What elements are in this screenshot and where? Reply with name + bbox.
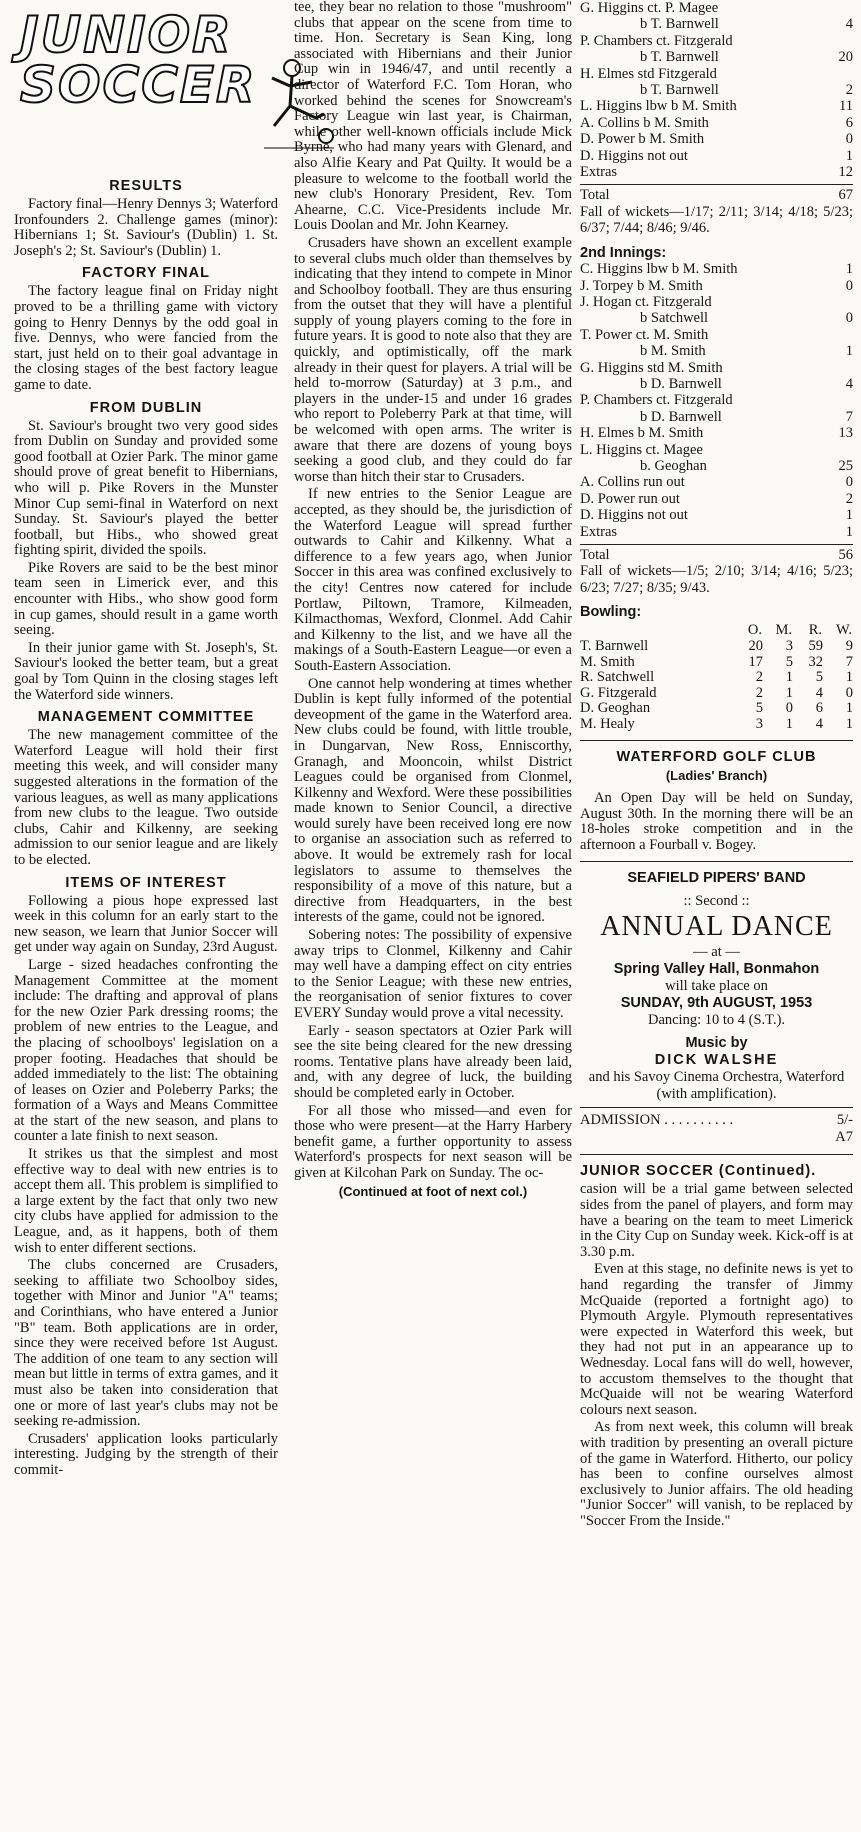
batsman-entry: D. Power b M. Smith bbox=[580, 131, 705, 148]
results-heading: RESULTS bbox=[109, 178, 183, 194]
batsman-row bbox=[580, 458, 853, 474]
batsman-row bbox=[580, 392, 853, 408]
dance-date: SUNDAY, 9th AUGUST, 1953 bbox=[620, 995, 813, 1012]
bowler-figure: 1 bbox=[785, 669, 793, 686]
batsman-entry: D. Higgins not out bbox=[580, 507, 688, 524]
batsman-row bbox=[580, 33, 853, 49]
continued-para-2: Even at this stage, no definite news is yet to hand regarding the transfer of Jimmy McQuaide (reported a fortnight ago) to Plymouth Argyle. Plymouth representatives were expected in Waterford this week, but they had not put in an appearance up to Wednesday. Local fans will do well, however, to accustom themselves to the thought that McQuaide will not be wearing Waterford colours next season. bbox=[580, 1261, 853, 1418]
divider bbox=[580, 184, 853, 185]
bowler-row bbox=[580, 686, 853, 702]
batsman-row bbox=[580, 376, 853, 392]
batsman-runs: 12 bbox=[838, 164, 853, 181]
col2-para-4: One cannot help wondering at times whether Dublin is kept fully informed of the potential deveopment of the game in the Waterford area. New clubs could be found, with little trouble, in Dungarvan, New Ross, Enniscorthy, Granagh, and Mooncoin, whilst District Leagues could be organised from Clonmel, Kilkenny and Wexford. Were these possibilities made known to Senior Council, a directive would surely have been received long ere now to organise an association such as referred to above. It would be extremely rash for local legislators to assume to themselves the responsibility of a move of this nature, but a directive from Headquarters, in the best interests of the game, could not be ignored. bbox=[294, 675, 572, 926]
col2-para-2: Crusaders have shown an excellent example to several clubs much older than themselves by indicating that they intend to compete in Minor and Schoolboy football. They are thus ensuring from the outset that they will have a plentiful supply of young players coming to the fore in future years. It is good to note also that they are quickly, and optimistically, off the mark already in their quest for players. A trial will be held to-morrow (Saturday) at 3 p.m., and players in the under-15 and under 16 grades who report to Poleberry Park at that time, will be welcomed with open arms. The writer is aware that there are dozens of young boys seeking a good club, and they could do far worse than hitch their star to Crusaders. bbox=[294, 234, 572, 485]
batsman-row bbox=[580, 0, 853, 16]
divider bbox=[580, 740, 853, 741]
bowler-figure: 0 bbox=[845, 684, 853, 701]
batsman-row bbox=[580, 310, 853, 326]
batsman-row bbox=[580, 278, 853, 294]
bowler-row bbox=[580, 701, 853, 717]
bowler-figure: 2 bbox=[755, 669, 763, 686]
batsman-row bbox=[580, 261, 853, 277]
batsman-entry: b D. Barnwell bbox=[640, 375, 722, 392]
from-dublin-para-3: In their junior game with St. Joseph's, St. Saviour's looked the better team, but a great goal by Tom Quinn in the closing stages left the Waterford side winners. bbox=[14, 639, 278, 703]
bowler-figure: 4 bbox=[815, 715, 823, 732]
batsman-entry: D. Higgins not out bbox=[580, 147, 688, 164]
bowling-heading: Bowling: bbox=[580, 604, 642, 621]
batsman-row bbox=[580, 327, 853, 343]
bowling-column-header: R. bbox=[808, 621, 822, 638]
batsman-row bbox=[580, 49, 853, 65]
continued-para-3: As from next week, this column will break with tradition by presenting an overall picture of the game in Waterford. Hitherto, our policy has been to confine ourselves almost exclusively to Junior affairs. The old heading "Junior Soccer" will vanish, to be replaced by "Soccer From the Inside." bbox=[580, 1419, 853, 1529]
factory-final-text: The factory league final on Friday night proved to be a thrilling game with victory going to Henry Dennys by the odd goal in five. Dennys, who were fancied from the start, just held on to their goal advantage in the closing stages of the best factory league game to date. bbox=[14, 283, 278, 393]
bowler-figure: 17 bbox=[748, 653, 763, 670]
bowler-name: T. Barnwell bbox=[580, 638, 649, 655]
masthead bbox=[14, 4, 278, 172]
col2-para-6: Early - season spectators at Ozier Park will see the site being cleared for the new dressing rooms. Tentative plans have already been laid, and, with any degree of luck, the building should be completed early in October. bbox=[294, 1022, 572, 1101]
batsman-runs: 0 bbox=[845, 277, 853, 294]
divider bbox=[580, 544, 853, 545]
bowler-figure: 1 bbox=[785, 715, 793, 732]
column-1 bbox=[0, 0, 282, 1481]
batsman-entry: D. Power run out bbox=[580, 490, 680, 507]
bowler-name: D. Geoghan bbox=[580, 700, 651, 717]
batsman-runs: 2 bbox=[845, 82, 853, 99]
from-dublin-para-2: Pike Rovers are said to be the best minor team seen in Limerick ever, and this encounter with Hibs., who show good form in cup games, should result in a game worth seeing. bbox=[14, 559, 278, 639]
batsman-runs: 2 bbox=[845, 490, 853, 507]
batsman-entry: P. Chambers ct. Fitzgerald bbox=[580, 392, 733, 409]
batsman-row bbox=[580, 409, 853, 425]
batsman-entry: H. Elmes b M. Smith bbox=[580, 425, 704, 442]
continued-heading: JUNIOR SOCCER (Continued). bbox=[580, 1163, 817, 1180]
items-para-5: Crusaders' application looks particularly interesting. Judging by the strength of their commit- bbox=[14, 1430, 278, 1478]
first-innings-fall: Fall of wickets—1/17; 2/11; 3/14; 4/18; 5/23; 6/37; 7/44; 8/46; 9/46. bbox=[580, 203, 853, 237]
batsman-runs: 25 bbox=[838, 457, 853, 474]
batsman-entry: T. Power ct. M. Smith bbox=[580, 326, 709, 343]
column-3 bbox=[576, 0, 861, 1531]
first-innings-list bbox=[580, 0, 853, 180]
batsman-entry: P. Chambers ct. Fitzgerald bbox=[580, 32, 733, 49]
items-para-4: The clubs concerned are Crusaders, seeking to affiliate two Schoolboy sides, together with Minor and Junior "A" teams; and Corinthians, who have entered a Junior "B" team. Both applications are in order, since they were received before 1st August. The addition of one team to any section will mean but little in terms of extra games, and it must also be taken into consideration that one or more of last year's clubs may not be seeking re-admission. bbox=[14, 1257, 278, 1430]
batsman-runs: 6 bbox=[845, 114, 853, 131]
batsman-runs: 7 bbox=[845, 408, 853, 425]
batsman-row bbox=[580, 164, 853, 180]
items-para-2: Large - sized headaches confronting the Management Committee at the moment include: The drafting and approval of plans for the new Ozier Park dressing rooms; the problem of new entries to the League, and the placing of schoolboys' legislation on a proper footing. Headaches that should be added immediately to the list: The obtaining of leases on Ozier and Poleberry Parks; the formation of a Ways and Means Committee at the start of the new season, and plans to counter a late finish to next season. bbox=[14, 956, 278, 1145]
bowling-column-header: M. bbox=[775, 621, 792, 638]
batsman-entry: b T. Barnwell bbox=[640, 82, 719, 99]
batsman-entry: b T. Barnwell bbox=[640, 49, 719, 66]
divider bbox=[580, 1154, 853, 1155]
from-dublin-heading: FROM DUBLIN bbox=[89, 399, 203, 416]
bowler-row bbox=[580, 670, 853, 686]
advert-code: A7 bbox=[835, 1129, 853, 1146]
take-place-label: will take place on bbox=[665, 978, 768, 995]
batsman-row bbox=[580, 66, 853, 82]
second-innings-fall: Fall of wickets—1/5; 2/10; 3/14; 4/16; 5/23; 6/23; 7/27; 8/35; 9/43. bbox=[580, 563, 853, 596]
bowling-table bbox=[580, 621, 853, 732]
orchestra: and his Savoy Cinema Orchestra, Waterford (with amplification). bbox=[588, 1069, 845, 1103]
venue: Spring Valley Hall, Bonmahon bbox=[613, 961, 820, 978]
batsman-entry: L. Higgins ct. Magee bbox=[580, 441, 703, 458]
batsman-row bbox=[580, 360, 853, 376]
batsman-entry: Extras bbox=[580, 164, 618, 181]
batsman-runs: 1 bbox=[845, 523, 853, 540]
dance-advert bbox=[580, 870, 853, 1146]
batsman-entry: L. Higgins lbw b M. Smith bbox=[580, 98, 737, 115]
management-text: The new management committee of the Waterford League will hold their first meeting this week, and will consider many suggested alterations in the formation of the various leagues, as well as many applications from new clubs to the league. Two outside clubs, Cahir and Kilkenny, are seeking admission to our senior league and are likely to be elected. bbox=[14, 727, 278, 868]
batsman-runs: 1 bbox=[845, 343, 853, 360]
bowler-figure: 5 bbox=[755, 700, 763, 717]
col2-para-1: tee, they bear no relation to those "mushroom" clubs that appear on the scene from time to time. Hon. Secretary is Sean King, long associated with Hibernians and their Junior Cup win in 1946/47, and until recently a director of Waterford F.C. Tom Horan, who worked behind the scenes for Snowcream's Factory League win last year, is Chairman, while other well-known officials include Mick Byrne, who had many years with Glenard, and also Alfie Keary and Pat Quilty. It would be a pleasure to welcome to the football world the new club's Honorary President, Rev. Tom Ahearne, C.C. Vice-Presidents include Mr. Louis Doolan and Mr. John Kearney. bbox=[294, 0, 572, 234]
batsman-row bbox=[580, 82, 853, 98]
bowler-figure: 1 bbox=[785, 684, 793, 701]
bowler-figure: 2 bbox=[755, 684, 763, 701]
bowler-figure: 4 bbox=[815, 684, 823, 701]
bowler-figure: 3 bbox=[755, 715, 763, 732]
results-text: Factory final—Henry Dennys 3; Waterford Ironfounders 2. Challenge games (minor): Hibernians 1; St. Saviour's (Dublin) 1. St. Joseph's 2; St. Saviour's (Dublin) 1. bbox=[14, 196, 278, 259]
admission-label: ADMISSION . . . . . . . . . . bbox=[580, 1112, 734, 1129]
batsman-entry: b T. Barnwell bbox=[640, 16, 719, 33]
batsman-runs: 0 bbox=[845, 131, 853, 148]
bowler-figure: 0 bbox=[785, 700, 793, 717]
bowler-figure: 32 bbox=[808, 653, 823, 670]
batsman-runs: 11 bbox=[839, 98, 853, 115]
batsman-entry: b. Geoghan bbox=[640, 457, 707, 474]
batsman-entry: G. Higgins ct. P. Magee bbox=[580, 0, 719, 16]
batsman-runs: 0 bbox=[845, 310, 853, 327]
batsman-entry: H. Elmes std Fitzgerald bbox=[580, 65, 717, 82]
bowler-figure: 1 bbox=[845, 700, 853, 717]
batsman-row bbox=[580, 343, 853, 359]
batsman-runs: 13 bbox=[838, 425, 853, 442]
batsman-row bbox=[580, 507, 853, 523]
batsman-row bbox=[580, 491, 853, 507]
batsman-row bbox=[580, 474, 853, 490]
bowler-figure: 20 bbox=[748, 638, 763, 655]
first-innings-total: Total 67 bbox=[580, 187, 853, 204]
bowler-row bbox=[580, 655, 853, 671]
second-innings-total: Total 56 bbox=[580, 547, 853, 563]
batsman-entry: b M. Smith bbox=[640, 343, 706, 360]
bowler-figure: 1 bbox=[845, 669, 853, 686]
admission-price: 5/- bbox=[836, 1112, 853, 1129]
batsman-entry: Extras bbox=[580, 523, 618, 540]
musician-name: DICK WALSHE bbox=[654, 1052, 779, 1069]
batsman-runs: 20 bbox=[838, 49, 853, 66]
batsman-entry: b D. Barnwell bbox=[640, 408, 722, 425]
at-label: — at — bbox=[693, 944, 740, 961]
bowler-figure: 1 bbox=[845, 715, 853, 732]
divider bbox=[580, 1107, 853, 1108]
bowler-figure: 9 bbox=[845, 638, 853, 655]
bowling-column-header: O. bbox=[747, 621, 762, 638]
bowler-figure: 5 bbox=[785, 653, 793, 670]
golf-heading: WATERFORD GOLF CLUB bbox=[616, 749, 817, 766]
divider bbox=[580, 861, 853, 862]
bowler-row bbox=[580, 717, 853, 733]
batsman-entry: G. Higgins std M. Smith bbox=[580, 359, 723, 376]
batsman-runs: 1 bbox=[845, 507, 853, 524]
music-by-label: Music by bbox=[685, 1035, 748, 1052]
column-2 bbox=[290, 0, 576, 1199]
bowler-name: G. Fitzgerald bbox=[580, 684, 657, 701]
batsman-entry: b Satchwell bbox=[640, 310, 709, 327]
batsman-entry: J. Torpey b M. Smith bbox=[580, 277, 703, 294]
bowler-figure: 6 bbox=[815, 700, 823, 717]
items-para-1: Following a pious hope expressed last week in this column for an early start to the new season, we learn that Junior Soccer will get under way again on Sunday, 23rd August. bbox=[14, 892, 278, 956]
batsman-row bbox=[580, 294, 853, 310]
batsman-row bbox=[580, 425, 853, 441]
batsman-row bbox=[580, 98, 853, 114]
from-dublin-para-1: St. Saviour's brought two very good sides from Dublin on Sunday and provided some good football at Ozier Park. The minor game should prove of great benefit to Hibernians, who will p. Pike Rovers in the Munster Minor Cup semi-final in Waterford on next Sunday. St. Saviour's played the better football, but Hibs., who showed great fighting spirit, divided the spoils. bbox=[14, 417, 278, 559]
bowler-figure: 5 bbox=[815, 669, 823, 686]
batsman-runs: 4 bbox=[845, 375, 853, 392]
bowler-figure: 59 bbox=[808, 638, 823, 655]
batsman-runs: 1 bbox=[845, 261, 853, 278]
golf-text: An Open Day will be held on Sunday, August 30th. In the morning there will be an 18-holes stroke competition and in the afternoon a Fourball v. Bogey. bbox=[580, 790, 853, 853]
bowler-figure: 7 bbox=[845, 653, 853, 670]
batsman-entry: A. Collins b M. Smith bbox=[580, 114, 709, 131]
batsman-row bbox=[580, 442, 853, 458]
bowler-name: M. Smith bbox=[580, 653, 635, 670]
annual-dance-title: ANNUAL DANCE bbox=[600, 911, 833, 943]
dancing-hours: Dancing: 10 to 4 (S.T.). bbox=[647, 1012, 786, 1029]
management-heading: MANAGEMENT COMMITTEE bbox=[37, 709, 255, 726]
batsman-row bbox=[580, 131, 853, 147]
masthead-title: JUNIOR SOCCER bbox=[20, 6, 257, 114]
batsman-entry: A. Collins run out bbox=[580, 474, 685, 491]
scorecard bbox=[580, 0, 853, 732]
second-label: :: Second :: bbox=[683, 893, 750, 910]
second-innings-list bbox=[580, 261, 853, 540]
continued-note: (Continued at foot of next col.) bbox=[338, 1183, 528, 1199]
batsman-entry: C. Higgins lbw b M. Smith bbox=[580, 261, 738, 278]
batsman-runs: 1 bbox=[845, 147, 853, 164]
items-para-3: It strikes us that the simplest and most effective way to deal with new entries is to accept them all. This problem is simplified to a large extent by the fact that only two new city clubs have applied for admission to the League, and, as it happens, both of them wish to enter different sections. bbox=[14, 1146, 278, 1256]
bowler-name: M. Healy bbox=[580, 715, 635, 732]
bowler-row bbox=[580, 639, 853, 655]
factory-final-heading: FACTORY FINAL bbox=[82, 265, 210, 282]
bowler-name: R. Satchwell bbox=[580, 669, 655, 686]
bowler-figure: 3 bbox=[785, 638, 793, 655]
golf-subheading: (Ladies' Branch) bbox=[665, 768, 768, 784]
batsman-row bbox=[580, 148, 853, 164]
second-innings-heading: 2nd Innings: bbox=[580, 244, 667, 261]
items-heading: ITEMS OF INTEREST bbox=[65, 874, 227, 891]
col2-para-7: For all those who missed—and even for those who were present—at the Harry Harbery benefit game, a further opportunity to assess Waterford's prospects for next season will be given at Kilcohan Park on Sunday. The oc- bbox=[294, 1102, 572, 1181]
batsman-row bbox=[580, 16, 853, 32]
col2-para-5: Sobering notes: The possibility of expensive away trips to Clonmel, Kilkenny and Cahir may well have a damping effect on city entries to the Senior League; with these new entries, the reorganisation of senior fixtures to cover EVERY Sunday would prove a vital necessity. bbox=[294, 927, 572, 1021]
admission-row bbox=[580, 1112, 853, 1129]
batsman-row bbox=[580, 524, 853, 540]
continued-para-1: casion will be a trial game between selected sides from the panel of players, and form may have a bearing on the team to meet Limerick in the City Cup on Sunday week. Kick-off is at 3.30 p.m. bbox=[580, 1181, 853, 1260]
batsman-runs: 4 bbox=[845, 16, 853, 33]
batsman-row bbox=[580, 115, 853, 131]
batsman-runs: 0 bbox=[845, 474, 853, 491]
band-name: SEAFIELD PIPERS' BAND bbox=[627, 870, 806, 887]
batsman-entry: J. Hogan ct. Fitzgerald bbox=[580, 293, 712, 310]
col2-para-3: If new entries to the Senior League are accepted, as they should be, the jurisdiction of the Waterford League will spread further outwards to Cahir and Kilkenny. What a difference to a few years ago, when Junior Soccer in this area was confined exclusively to the city! Centres now catered for include Portlaw, Piltown, Tramore, Kilmeaden, Kilmacthomas, Wexford, Clonmel. Add Cahir and Kilkenny to the list, and we have all the makings of a South-Eastern League—or even a South-Eastern Association. bbox=[294, 486, 572, 674]
bowling-column-header: W. bbox=[836, 621, 852, 638]
